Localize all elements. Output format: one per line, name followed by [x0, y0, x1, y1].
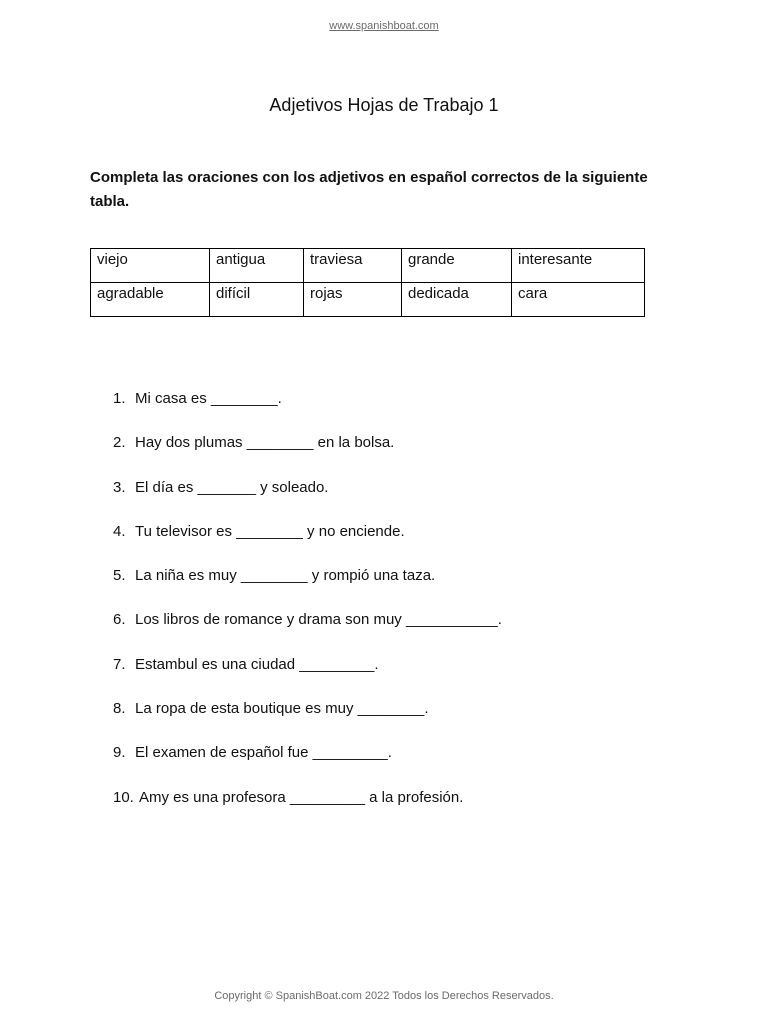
sentence-number: 4.	[113, 522, 126, 540]
adjectives-table	[90, 248, 645, 317]
sentence-text: Amy es una profesora _________ a la profesión.	[139, 788, 464, 806]
sentence-text: El examen de español fue _________.	[135, 744, 392, 762]
table-cell: viejo	[91, 249, 210, 283]
sentence-text: La ropa de esta boutique es muy ________.	[135, 700, 429, 718]
sentence-number: 7.	[113, 655, 126, 673]
sentence-number: 8.	[113, 700, 126, 718]
sentence-number: 9.	[113, 744, 126, 762]
sentence-number: 1.	[113, 390, 126, 407]
sentence-text: Hay dos plumas ________ en la bolsa.	[135, 434, 395, 452]
worksheet-title: Adjetivos Hojas de Trabajo 1	[269, 95, 499, 115]
copyright-footer: Copyright © SpanishBoat.com 2022 Todos los Derechos Reservados.	[214, 990, 554, 1002]
sentence-number: 2.	[113, 434, 126, 452]
table-cell: agradable	[91, 283, 210, 317]
table-cell: cara	[512, 283, 645, 317]
table-cell: interesante	[512, 249, 645, 283]
sentence-text: Tu televisor es ________ y no enciende.	[135, 522, 405, 540]
sentence-text: El día es _______ y soleado.	[135, 478, 329, 496]
sentence-number: 10.	[113, 788, 134, 806]
sentence-number: 6.	[113, 611, 126, 629]
table-row	[91, 283, 645, 317]
site-link[interactable]: www.spanishboat.com	[329, 20, 439, 32]
instructions-text: Completa las oraciones con los adjetivos en español correctos de la siguiente tabla.	[90, 169, 648, 210]
sentence-text: La niña es muy ________ y rompió una taza.	[135, 567, 436, 585]
sentence-text: Mi casa es ________.	[135, 390, 282, 407]
table-cell: dedicada	[402, 283, 512, 317]
table-cell: antigua	[210, 249, 304, 283]
sentence-number: 5.	[113, 567, 126, 585]
table-row	[91, 249, 645, 283]
table-cell: rojas	[304, 283, 402, 317]
table-cell: traviesa	[304, 249, 402, 283]
sentence-text: Estambul es una ciudad _________.	[135, 655, 379, 673]
table-cell: grande	[402, 249, 512, 283]
sentence-number: 3.	[113, 478, 126, 496]
sentence-text: Los libros de romance y drama son muy ___________.	[135, 611, 502, 629]
table-cell: difícil	[210, 283, 304, 317]
